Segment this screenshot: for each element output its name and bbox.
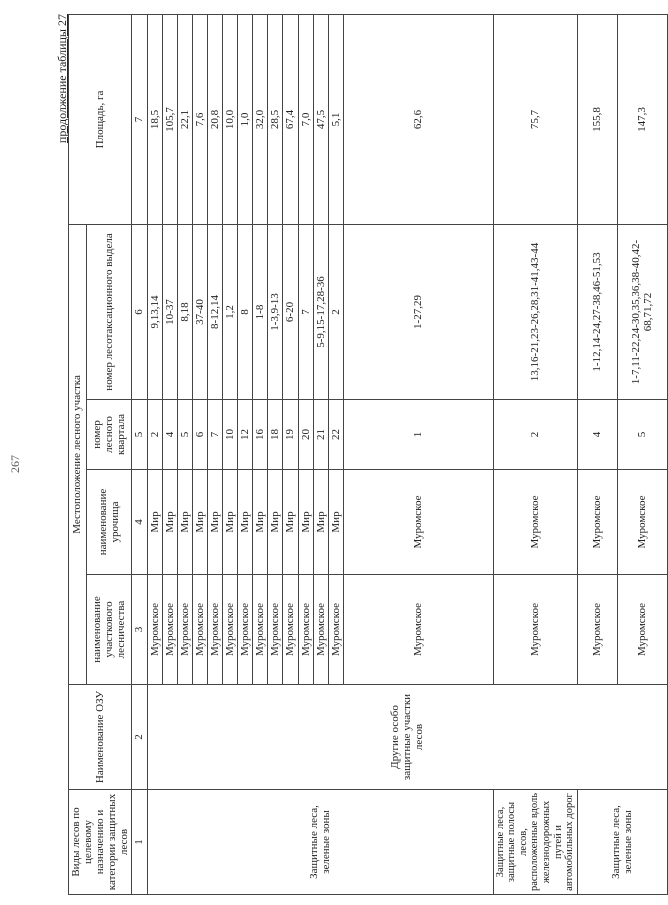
forest-plots-table xyxy=(68,14,668,895)
allotment-cell: 1-27,29 xyxy=(343,224,493,399)
col-number: 5 xyxy=(132,400,147,470)
header-forest-kind: Виды лесов по целевому назначению и категории защитных лесов xyxy=(69,790,132,895)
tract-cell: Мир xyxy=(192,470,207,575)
tract-cell: Муромское xyxy=(617,470,667,575)
tract-cell: Муромское xyxy=(493,470,577,575)
area-cell: 47,5 xyxy=(313,14,328,224)
col-number: 4 xyxy=(132,470,147,575)
col-number: 7 xyxy=(132,14,147,224)
allotment-cell: 1-3,9-13 xyxy=(268,224,283,399)
forestry-cell: Муромское xyxy=(313,575,328,685)
area-cell: 7,0 xyxy=(298,14,313,224)
area-cell: 75,7 xyxy=(493,14,577,224)
area-cell: 18,5 xyxy=(147,14,162,224)
forestry-cell: Муромское xyxy=(162,575,177,685)
tract-cell: Мир xyxy=(268,470,283,575)
forest-kind-cell: Защитные леса, защитные полосы лесов, расположенные вдоль железнодорожных путей и автомобильных дорог xyxy=(493,790,577,895)
forestry-cell: Муромское xyxy=(147,575,162,685)
forestry-cell: Муромское xyxy=(493,575,577,685)
quarter-cell: 2 xyxy=(493,400,577,470)
area-cell: 7,6 xyxy=(192,14,207,224)
allotment-cell: 1,2 xyxy=(223,224,238,399)
header-forestry: наименование участкового лесничества xyxy=(86,575,132,685)
area-cell: 67,4 xyxy=(283,14,298,224)
allotment-cell: 2 xyxy=(328,224,343,399)
allotment-cell: 10-37 xyxy=(162,224,177,399)
quarter-cell: 2 xyxy=(147,400,162,470)
quarter-cell: 4 xyxy=(577,400,617,470)
col-number: 3 xyxy=(132,575,147,685)
allotment-cell: 1-8 xyxy=(253,224,268,399)
forestry-cell: Муромское xyxy=(223,575,238,685)
allotment-cell: 9,13,14 xyxy=(147,224,162,399)
allotment-cell: 5-9,15-17,28-36 xyxy=(313,224,328,399)
allotment-cell: 8,18 xyxy=(177,224,192,399)
tract-cell: Мир xyxy=(253,470,268,575)
area-cell: 155,8 xyxy=(577,14,617,224)
forestry-cell: Муромское xyxy=(328,575,343,685)
quarter-cell: 18 xyxy=(268,400,283,470)
forestry-cell: Муромское xyxy=(617,575,667,685)
tract-cell: Мир xyxy=(177,470,192,575)
forest-kind-cell: Защитные леса, зеленые зоны xyxy=(147,790,493,895)
quarter-cell: 19 xyxy=(283,400,298,470)
forestry-cell: Муромское xyxy=(283,575,298,685)
allotment-cell: 13,16-21,23-26,28,31-41,43-44 xyxy=(493,224,577,399)
forestry-cell: Муромское xyxy=(577,575,617,685)
area-cell: 28,5 xyxy=(268,14,283,224)
tract-cell: Мир xyxy=(313,470,328,575)
area-cell: 1,0 xyxy=(238,14,253,224)
header-tract: наименование урочища xyxy=(86,470,132,575)
forestry-cell: Муромское xyxy=(192,575,207,685)
quarter-cell: 1 xyxy=(343,400,493,470)
quarter-cell: 7 xyxy=(207,400,222,470)
ozu-name-cell: Другие особо защитные участки лесов xyxy=(147,685,667,790)
forestry-cell: Муромское xyxy=(238,575,253,685)
tract-cell: Муромское xyxy=(577,470,617,575)
tract-cell: Мир xyxy=(328,470,343,575)
tract-cell: Мир xyxy=(223,470,238,575)
quarter-cell: 5 xyxy=(177,400,192,470)
header-row xyxy=(69,14,87,894)
tract-cell: Мир xyxy=(162,470,177,575)
allotment-cell: 8-12,14 xyxy=(207,224,222,399)
area-cell: 10,0 xyxy=(223,14,238,224)
col-number: 1 xyxy=(132,790,147,895)
col-number: 2 xyxy=(132,685,147,790)
header-area: Площадь, га xyxy=(69,14,132,224)
tract-cell: Мир xyxy=(147,470,162,575)
forestry-cell: Муромское xyxy=(268,575,283,685)
tract-cell: Мир xyxy=(298,470,313,575)
forestry-cell: Муромское xyxy=(177,575,192,685)
forestry-cell: Муромское xyxy=(207,575,222,685)
area-cell: 5,1 xyxy=(328,14,343,224)
tract-cell: Мир xyxy=(283,470,298,575)
tract-cell: Муромское xyxy=(343,470,493,575)
tract-cell: Мир xyxy=(238,470,253,575)
header-allotment: номер лесотаксационного выдела xyxy=(86,224,132,399)
allotment-cell: 7 xyxy=(298,224,313,399)
header-ozu-name: Наименование ОЗУ xyxy=(69,685,132,790)
quarter-cell: 12 xyxy=(238,400,253,470)
allotment-cell: 37-40 xyxy=(192,224,207,399)
quarter-cell: 6 xyxy=(192,400,207,470)
col-number: 6 xyxy=(132,224,147,399)
allotment-cell: 8 xyxy=(238,224,253,399)
quarter-cell: 10 xyxy=(223,400,238,470)
allotment-cell: 6-20 xyxy=(283,224,298,399)
quarter-cell: 22 xyxy=(328,400,343,470)
area-cell: 147,3 xyxy=(617,14,667,224)
page-number: 267 xyxy=(8,455,22,473)
forestry-cell: Муромское xyxy=(343,575,493,685)
area-cell: 20,8 xyxy=(207,14,222,224)
forest-kind-cell: Защитные леса, зеленые зоны xyxy=(577,790,667,895)
header-location-group: Местоположение лесного участка xyxy=(69,224,87,684)
quarter-cell: 4 xyxy=(162,400,177,470)
quarter-cell: 21 xyxy=(313,400,328,470)
area-cell: 62,6 xyxy=(343,14,493,224)
quarter-cell: 20 xyxy=(298,400,313,470)
allotment-cell: 1-7,11-22,24-30,35,36,38-40,42-68,71,72 xyxy=(617,224,667,399)
area-cell: 32,0 xyxy=(253,14,268,224)
quarter-cell: 5 xyxy=(617,400,667,470)
tract-cell: Мир xyxy=(207,470,222,575)
column-number-row xyxy=(132,14,147,894)
header-quarter: номер лесного квартала xyxy=(86,400,132,470)
area-cell: 22,1 xyxy=(177,14,192,224)
continuation-label: продолжение таблицы 27 xyxy=(55,14,69,144)
area-cell: 105,7 xyxy=(162,14,177,224)
allotment-cell: 1-12,14-24,27-38,46-51,53 xyxy=(577,224,617,399)
forestry-cell: Муромское xyxy=(298,575,313,685)
quarter-cell: 16 xyxy=(253,400,268,470)
table-row xyxy=(147,14,162,894)
forestry-cell: Муромское xyxy=(253,575,268,685)
